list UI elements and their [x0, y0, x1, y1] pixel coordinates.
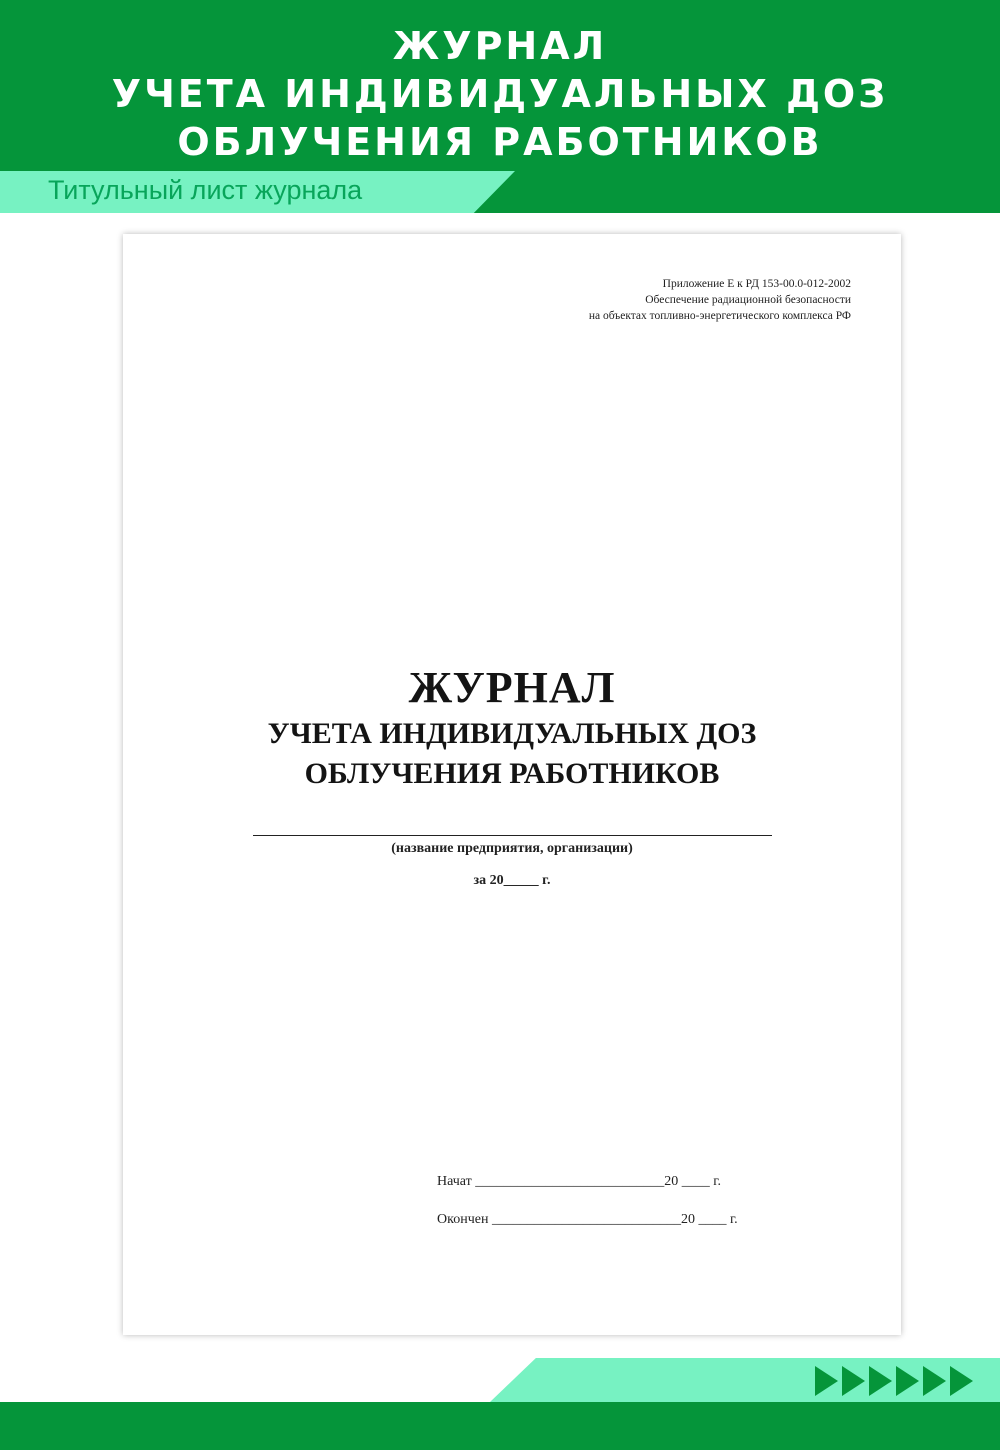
- journal-title-page: [123, 234, 901, 1335]
- organization-name-line: [253, 835, 772, 836]
- started-date-field: Начат ___________________________20 ____ г.: [437, 1174, 721, 1189]
- arrow-right-icon: [842, 1366, 865, 1396]
- year-field: за 20_____ г.: [473, 873, 551, 888]
- document-subtitle-line-2: ОБЛУЧЕНИЯ РАБОТНИКОВ: [304, 757, 720, 790]
- appendix-note: [589, 276, 851, 324]
- organization-caption: (название предприятия, организации): [391, 841, 633, 856]
- banner-title: [0, 22, 1000, 166]
- appendix-note-line-3: на объектах топливно-энергетического комплекса РФ: [588, 310, 851, 322]
- arrow-right-icon: [896, 1366, 919, 1396]
- appendix-note-line-1: Приложение Е к РД 153-00.0-012-2002: [662, 278, 851, 290]
- footer-bar: [0, 1402, 1000, 1450]
- document-subtitle-line-1: УЧЕТА ИНДИВИДУАЛЬНЫХ ДОЗ: [267, 717, 757, 750]
- banner-title-line-1: ЖУРНАЛ: [392, 24, 608, 68]
- arrow-right-icon: [815, 1366, 838, 1396]
- document-title: ЖУРНАЛ: [408, 663, 616, 712]
- section-subtitle: Титульный лист журнала: [48, 175, 363, 205]
- appendix-note-line-2: Обеспечение радиационной безопасности: [645, 294, 851, 306]
- arrow-right-icon: [950, 1366, 973, 1396]
- banner-title-line-3: ОБЛУЧЕНИЯ РАБОТНИКОВ: [177, 120, 823, 164]
- finished-date-field: Окончен ___________________________20 ____ г.: [437, 1212, 738, 1227]
- arrow-right-icon: [923, 1366, 946, 1396]
- next-arrows: [815, 1366, 977, 1396]
- banner-title-line-2: УЧЕТА ИНДИВИДУАЛЬНЫХ ДОЗ: [111, 72, 889, 116]
- arrow-right-icon: [869, 1366, 892, 1396]
